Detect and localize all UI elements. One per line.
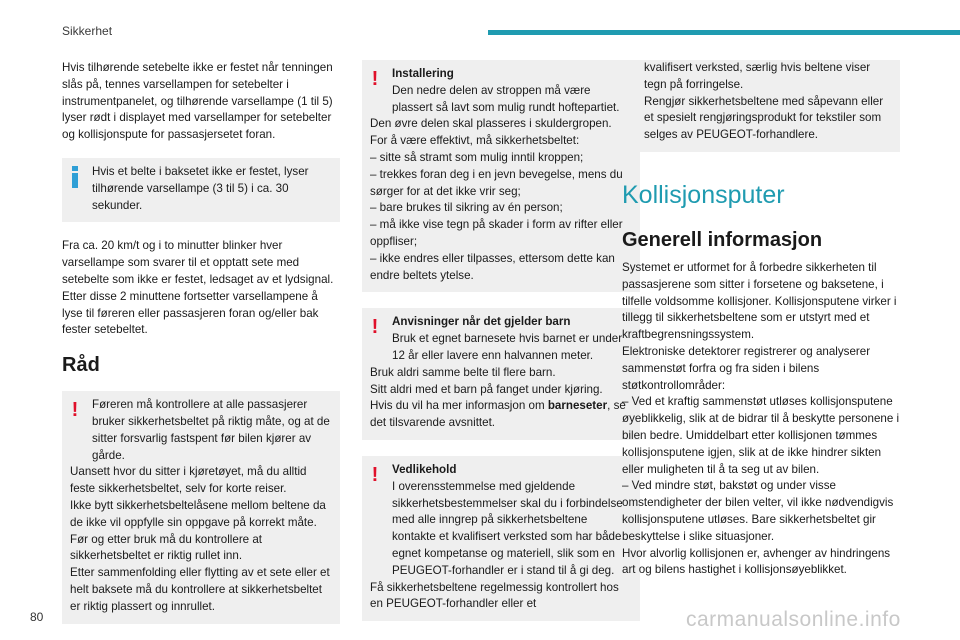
maintenance-title: Vedlikehold: [392, 462, 457, 476]
section-header: Sikkerhet: [62, 24, 113, 38]
warning-icon: !: [71, 399, 79, 422]
airbag-paragraph: Elektroniske detektorer registrerer og analyserer sammenstøt forfra og fra siden i bilens støtkontrollområder:: [622, 344, 871, 392]
install-line: Den øvre delen skal plasseres i skuldergropen.: [370, 117, 612, 131]
column-3: [622, 60, 900, 579]
header-accent-bar: [488, 30, 960, 35]
children-warning-box: [362, 308, 640, 440]
maintenance-line: Få sikkerhetsbeltene regelmessig kontrollert hos en PEUGEOT-forhandler eller et: [370, 580, 619, 611]
watermark: carmanualsonline.info: [686, 608, 901, 631]
advice-heading: Råd: [62, 354, 100, 377]
install-warning-box: [362, 60, 640, 292]
children-line: Bruk et egnet barnesete hvis barnet er under 12 år eller lavere enn halvannen meter.: [392, 332, 623, 362]
advice-line: Ikke bytt sikkerhetsbeltelåsene mellom beltene da de ikke vil oppfylle sin oppgave på korrekt måte.: [70, 498, 326, 529]
general-info-heading: Generell informasjon: [622, 228, 823, 251]
install-line: Den nedre delen av stroppen må være plassert så lavt som mulig rundt hoftepartiet.: [392, 83, 620, 114]
column-2: [362, 60, 640, 637]
info-box: [62, 158, 340, 222]
more-prefix: Hvis du vil ha mer informasjon om: [370, 399, 548, 413]
warning-icon: !: [371, 68, 379, 90]
airbag-paragraph: – Ved et kraftig sammenstøt utløses kollisjonsputene øyeblikkelig, slik at de bidrar til å beskytte personene i bilen bedre. Umiddelbart etter kollisjonen tømmes kollisjonsputene igjen, slik at de ikke hindrer sikten eller muligheten til å ta seg ut av bilen.: [622, 395, 900, 476]
advice-line: Uansett hvor du sitter i kjøretøyet, må du alltid feste sikkerhetsbeltet, selv for korte reiser.: [70, 465, 307, 496]
install-line: – bare brukes til sikring av én person;: [370, 201, 563, 215]
install-line: – trekkes foran deg i en jevn bevegelse, mens du sørger for at det ikke vrir seg;: [370, 167, 623, 198]
intro-paragraph: [62, 60, 340, 144]
children-line: Sitt aldri med et barn på fanget under kjøring.: [370, 382, 603, 396]
advice-warning-box: [62, 391, 340, 623]
install-line: For å være effektivt, må sikkerhetsbeltet:: [370, 134, 580, 148]
install-line: – må ikke vise tegn på skader i form av rifter eller oppfliser;: [370, 218, 623, 248]
more-suffix: , se det tilsvarende avsnittet.: [370, 399, 626, 430]
advice-line: Føreren må kontrollere at alle passasjerer bruker sikkerhetsbeltet på riktig måte, og at de sitter forsvarlig fastspent før bilen kjører av gårde.: [92, 398, 330, 462]
page-number: 80: [30, 610, 44, 624]
advice-line: Etter sammenfolding eller flytting av et sete eller et helt baksete må du kontrollere at sikkerhetsbeltet er riktig plassert og innrullet.: [70, 566, 330, 613]
install-title: Installering: [392, 67, 454, 80]
maintenance-line: I overensstemmelse med gjeldende sikkerhetsbestemmelser skal du i forbindelse med alle inngrep på sikkerhetsbeltene kontakte et kvalifisert verksted som har både egnet kompetanse og materiell, slik som en PEUGEOT-forhandler er i stand til å gi deg.: [392, 479, 623, 577]
intro-text: Hvis tilhørende setebelte ikke er festet når tenningen slås på, tennes varsellampen for setebelter i instrumentpanelet, og tilhørende varsellampe (1 til 5) lyser rødt i displayet med varsellamper for setebelter og kollisjonspute for passasjersetet foran.: [62, 61, 333, 142]
maintenance-continued-box: [622, 60, 900, 152]
maintenance-cont-line: kvalifisert verksted, særlig hvis beltene viser tegn på forringelse.: [644, 61, 871, 91]
info-icon: [71, 166, 79, 188]
info-text: Hvis et belte i baksetet ikke er festet, lyser tilhørende varsellampe (3 til 5) i ca. 30 sekunder.: [92, 164, 309, 212]
blink-paragraph: Fra ca. 20 km/t og i to minutter blinker hver varsellampe som svarer til et opptatt sete med setebelte som ikke er festet, ledsaget av et lydsignal. Etter disse 2 minuttene fortsetter varsellampene å lyse til føreren eller passasjeren foran og/eller bak fester setebeltet.: [62, 239, 334, 337]
install-line: – ikke endres eller tilpasses, ettersom dette kan endre beltets ytelse.: [370, 251, 615, 282]
more-bold: barneseter: [547, 399, 608, 413]
warning-icon: !: [371, 316, 379, 339]
maintenance-warning-box: [362, 456, 640, 621]
children-title: Anvisninger når det gjelder barn: [392, 315, 571, 329]
airbag-paragraph: Systemet er utformet for å forbedre sikkerheten til passasjerene som sitter i forsetene og baksetene, i tilfelle voldsomme kollisjoner. Kollisjonsputene virker i tillegg til sikkerhetsbeltene som er utstyrt med et kraftbegrensningssystem.: [622, 260, 897, 342]
column-1: [62, 60, 340, 640]
children-more: [370, 398, 632, 432]
airbag-paragraph: – Ved mindre støt, bakstøt og under visse omstendigheter der bilen velter, vil ikke nødvendigvis kollisjonsputene utløses. Bare sikkerhetsbeltet gir beskyttelse i slike situasjoner.: [622, 479, 894, 543]
airbag-paragraph: Hvor alvorlig kollisjonen er, avhenger av hindringens art og bilens hastighet i kollisjonsøyeblikket.: [622, 546, 891, 577]
airbags-section-title: Kollisjonsputer: [622, 180, 785, 209]
warning-icon: !: [371, 463, 379, 486]
children-line: Bruk aldri samme belte til flere barn.: [370, 365, 556, 379]
install-line: – sitte så stramt som mulig inntil kroppen;: [370, 150, 584, 164]
maintenance-cont-line: Rengjør sikkerhetsbeltene med såpevann eller et spesielt rengjøringsprodukt for tekstiler som selges av PEUGEOT-forhandlere.: [644, 94, 884, 142]
advice-line: Før og etter bruk må du kontrollere at sikkerhetsbeltet er riktig rullet inn.: [70, 532, 263, 563]
